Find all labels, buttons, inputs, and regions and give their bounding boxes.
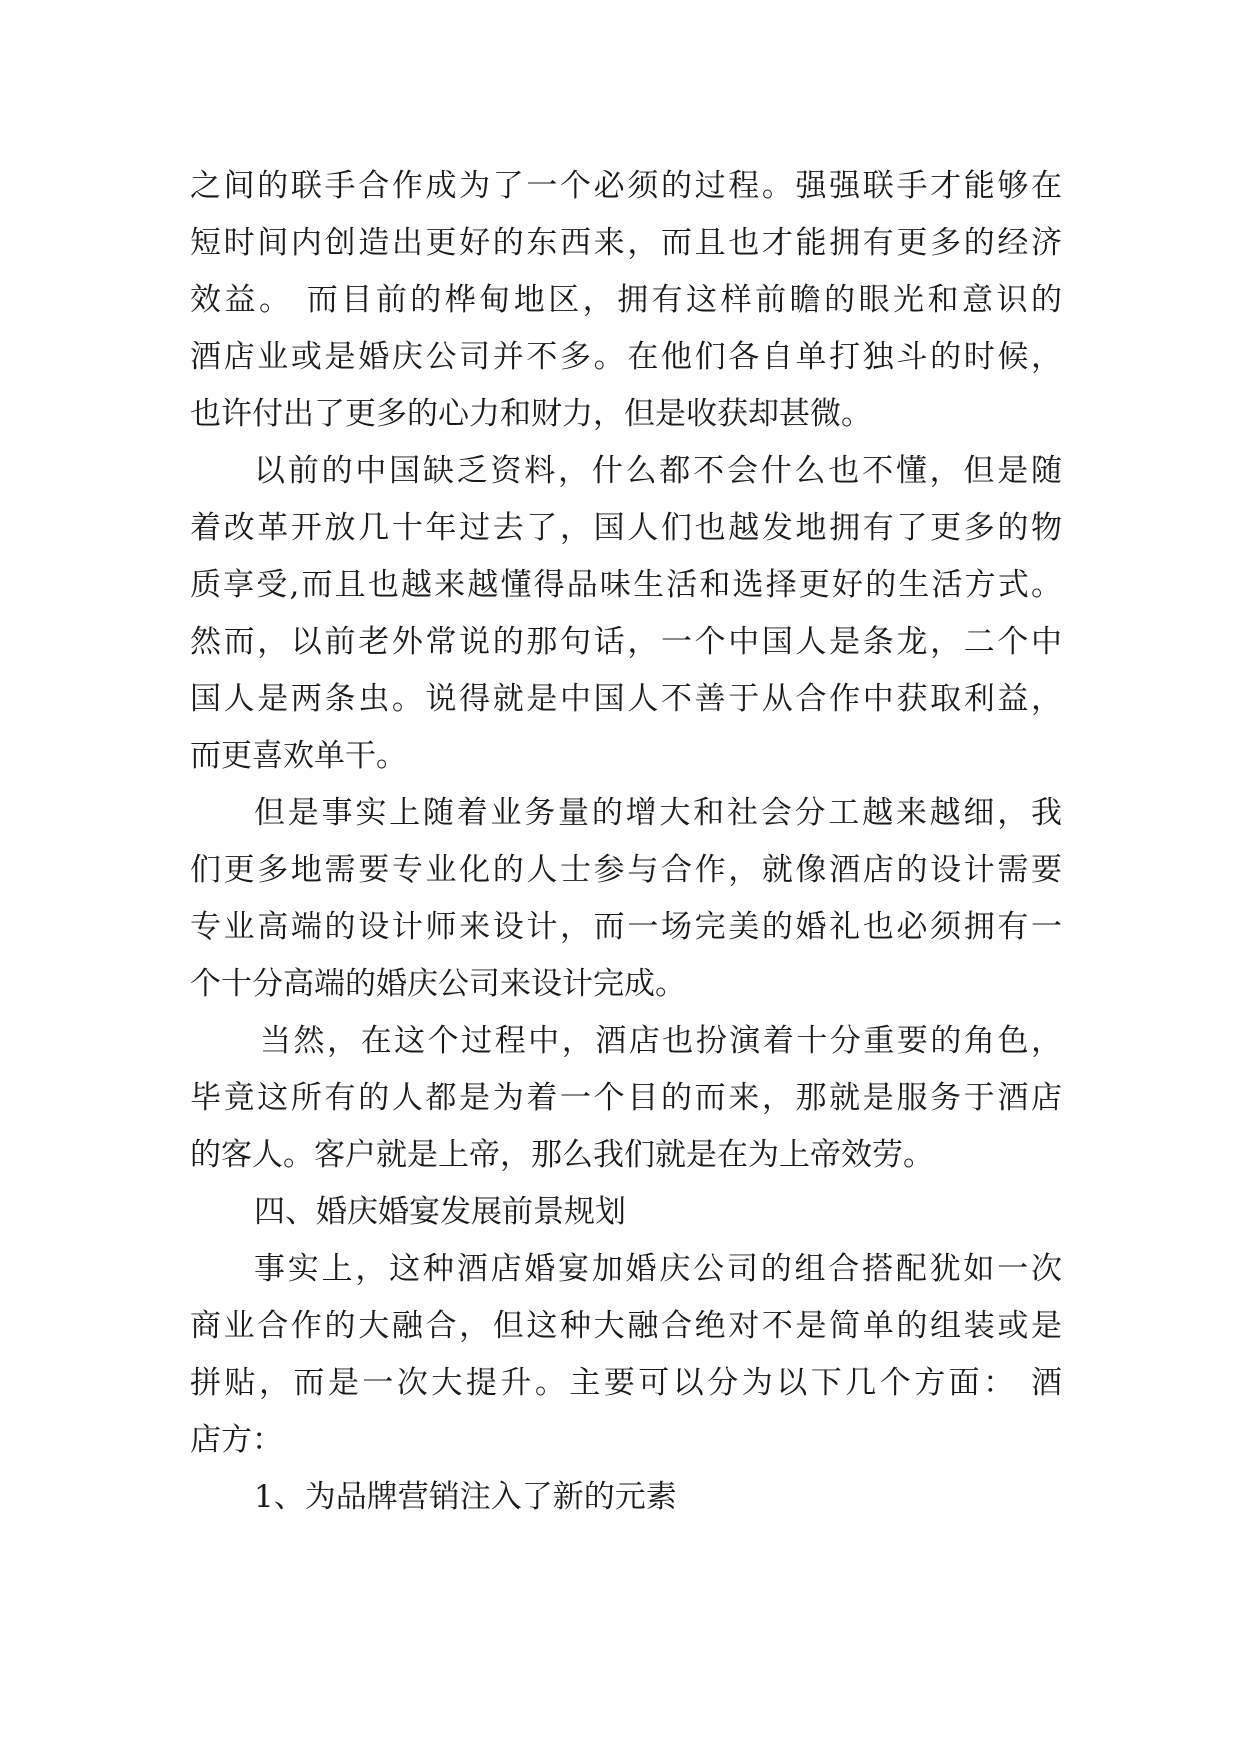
paragraph-line: 酒店业或是婚庆公司并不多。在他们各自单打独斗的时候， [190, 339, 1062, 375]
paragraph-line: 效益。 而目前的桦甸地区，拥有这样前瞻的眼光和意识的 [190, 282, 1062, 318]
paragraph-line: 短时间内创造出更好的东西来，而且也才能拥有更多的经济 [190, 225, 1062, 261]
paragraph-line: 专业高端的设计师来设计，而一场完美的婚礼也必须拥有一 [190, 909, 1062, 945]
paragraph-line: 之间的联手合作成为了一个必须的过程。强强联手才能够在 [190, 168, 1062, 204]
paragraph-line: 们更多地需要专业化的人士参与合作，就像酒店的设计需要 [190, 852, 1062, 888]
list-item: 1、为品牌营销注入了新的元素 [254, 1479, 677, 1515]
paragraph-line: 也许付出了更多的心力和财力，但是收获却甚微。 [190, 396, 872, 432]
paragraph-line: 商业合作的大融合，但这种大融合绝对不是简单的组装或是 [190, 1308, 1062, 1344]
paragraph-line: 店方： [190, 1422, 283, 1458]
paragraph-line: 事实上，这种酒店婚宴加婚庆公司的组合搭配犹如一次 [254, 1251, 1062, 1287]
paragraph-line: 质享受,而且也越来越懂得品味生活和选择更好的生活方式。 [190, 567, 1062, 603]
paragraph-line: 个十分高端的婚庆公司来设计完成。 [190, 966, 686, 1002]
paragraph-line: 以前的中国缺乏资料，什么都不会什么也不懂，但是随 [254, 453, 1062, 489]
paragraph-line: 国人是两条虫。说得就是中国人不善于从合作中获取利益， [190, 681, 1062, 717]
paragraph-line: 而更喜欢单干。 [190, 738, 407, 774]
paragraph-line: 的客人。客户就是上帝，那么我们就是在为上帝效劳。 [190, 1137, 934, 1173]
paragraph-line: 但是事实上随着业务量的增大和社会分工越来越细，我 [254, 795, 1062, 831]
paragraph-line: 拼贴，而是一次大提升。主要可以分为以下几个方面： 酒 [190, 1365, 1062, 1401]
paragraph-line: 毕竟这所有的人都是为着一个目的而来，那就是服务于酒店 [190, 1080, 1062, 1116]
paragraph-line: 着改革开放几十年过去了，国人们也越发地拥有了更多的物 [190, 510, 1062, 546]
section-heading: 四、婚庆婚宴发展前景规划 [254, 1194, 626, 1230]
paragraph-line: 当然，在这个过程中，酒店也扮演着十分重要的角色， [260, 1023, 1062, 1059]
paragraph-line: 然而，以前老外常说的那句话，一个中国人是条龙，二个中 [190, 624, 1062, 660]
